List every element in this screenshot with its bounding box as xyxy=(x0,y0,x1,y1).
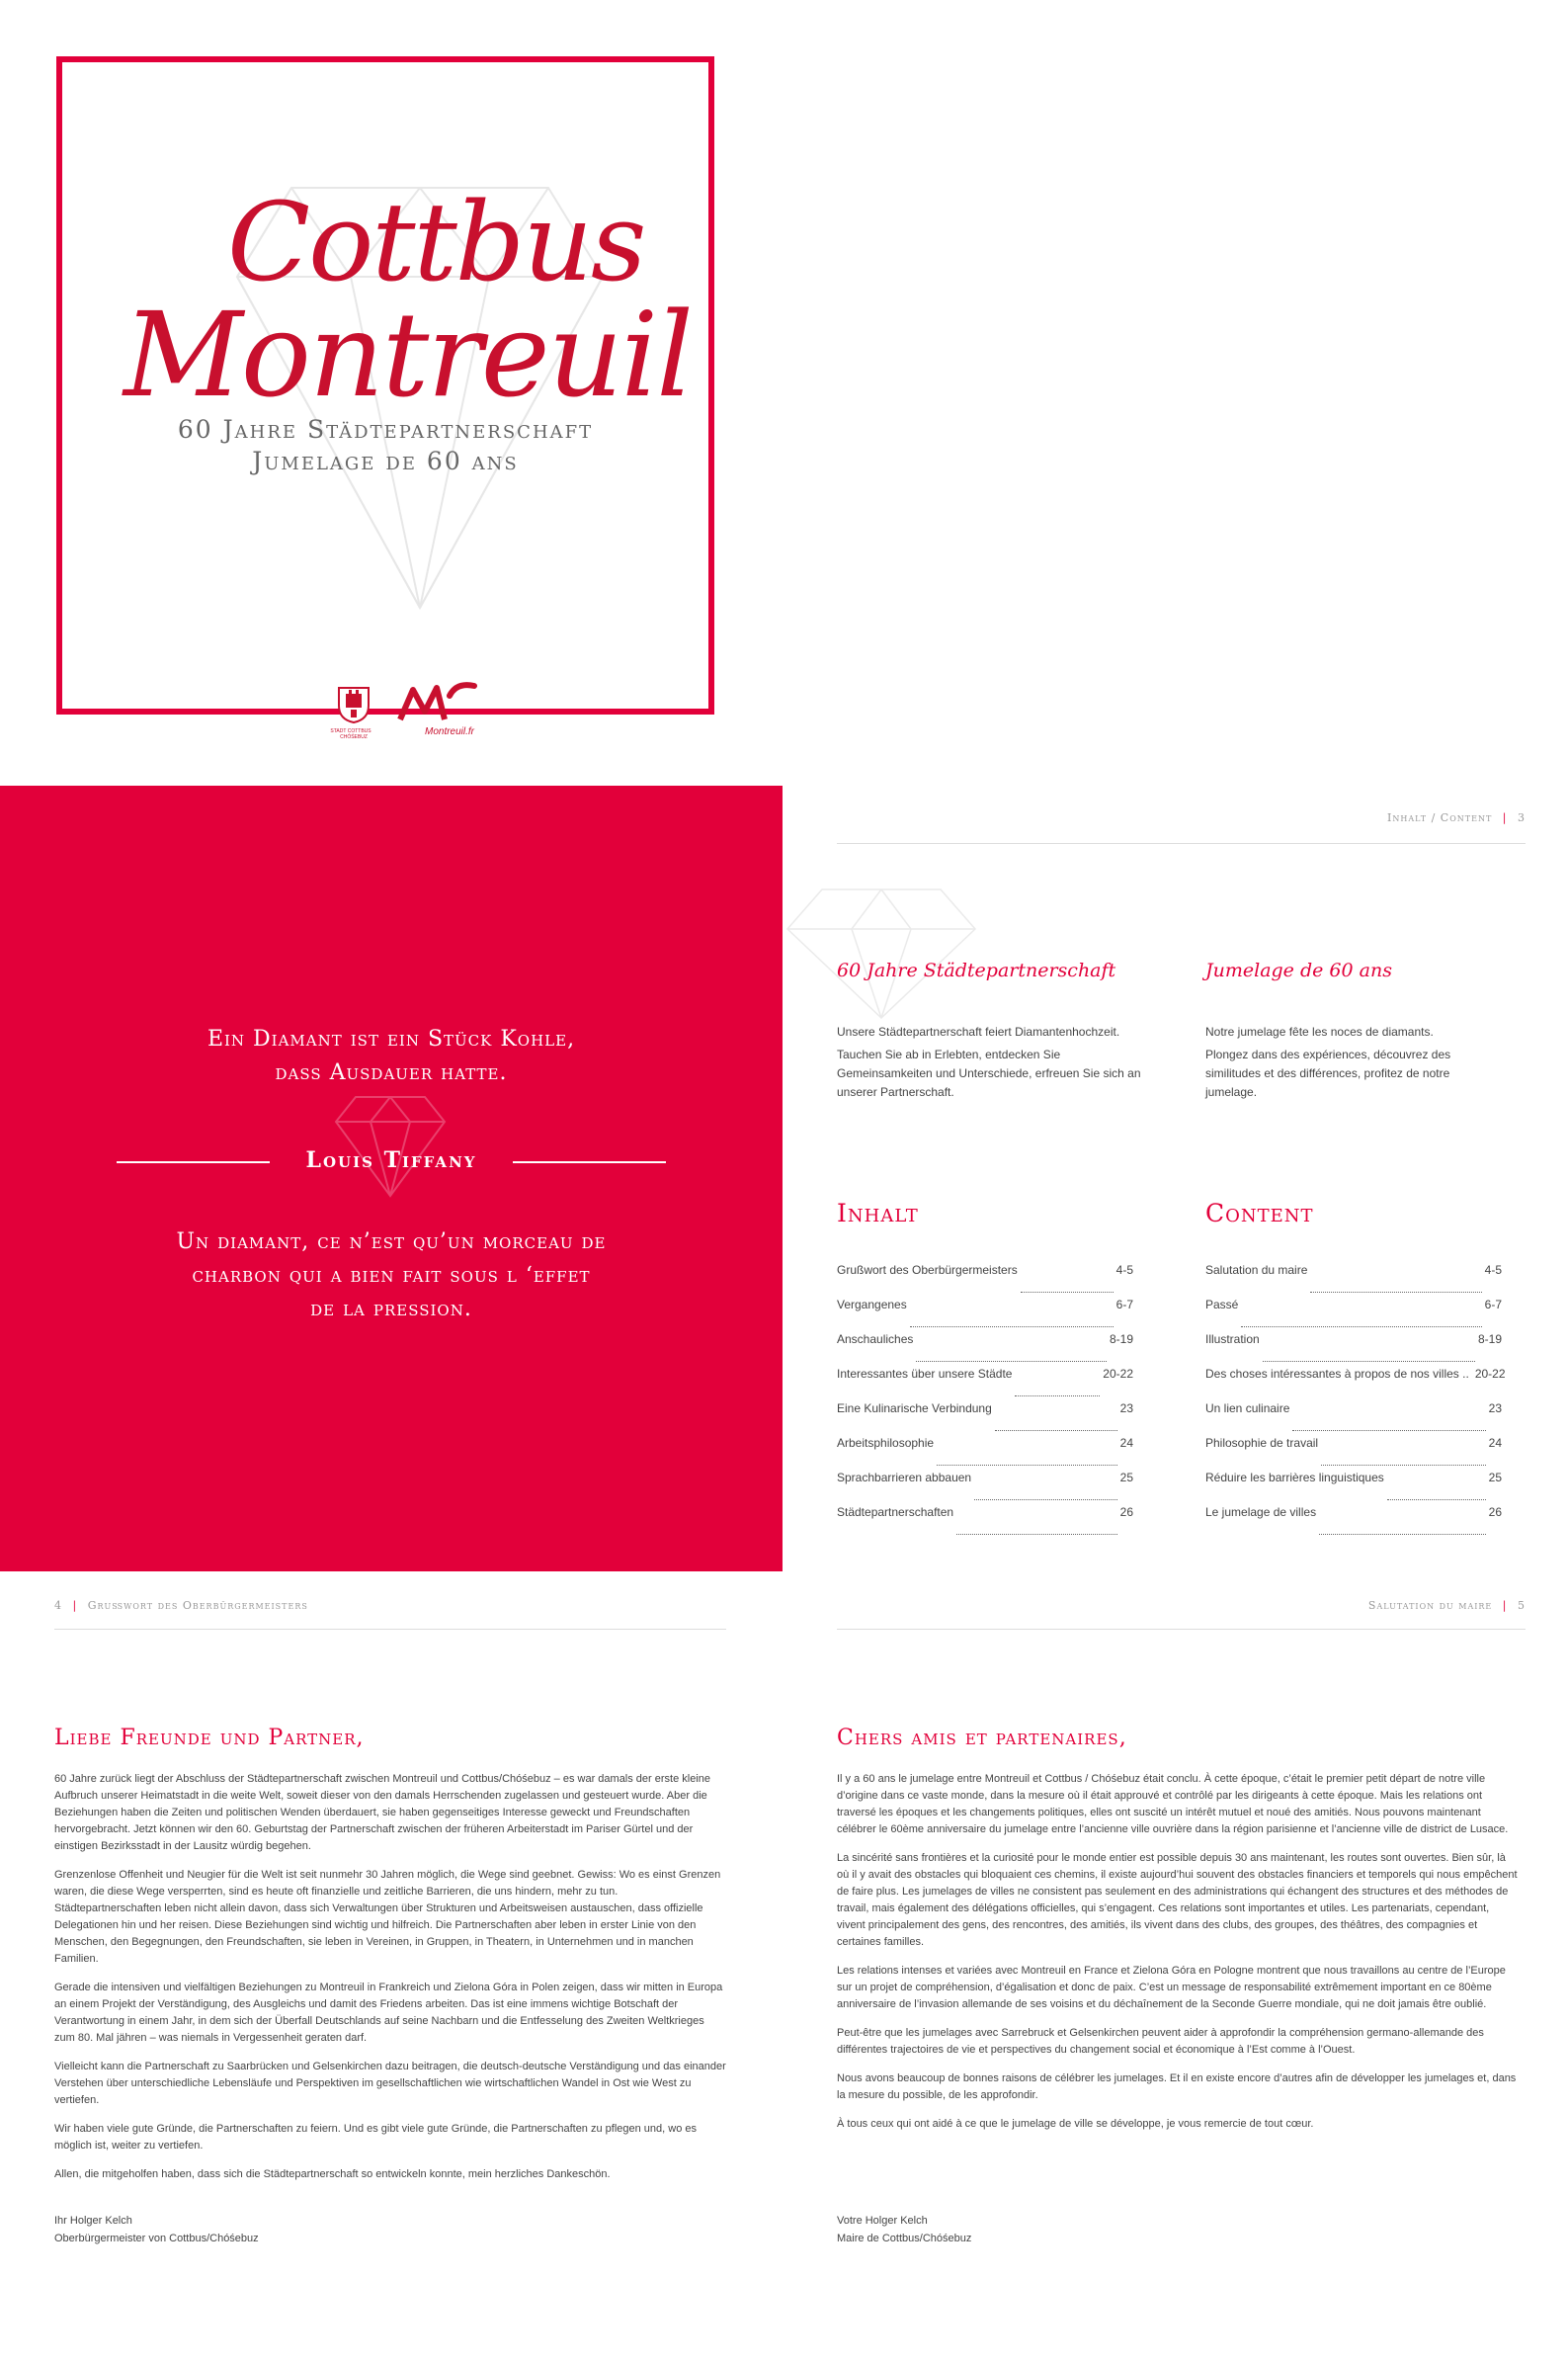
page-number: 3 xyxy=(1518,811,1526,824)
letter-paragraph: Peut-être que les jumelages avec Sarrebruck et Gelsenkirchen peuvent aider à approfondir la compréhension germano-allemande des différentes trajectoires de vie et perspectives du changement social et économique à l’Est comme à l’Ouest. xyxy=(837,2027,1484,2056)
intro-fr-line1: Notre jumelage fête les noces de diamants. xyxy=(1205,1025,1434,1039)
quote-page xyxy=(0,786,783,1571)
quote-author: Louis Tiffany xyxy=(305,1147,477,1173)
letter-paragraph: Les relations intenses et variées avec Montreuil en France et Zielona Góra en Pologne montrent que nous travaillons au centre de l’Europe sur un projet de compréhension, d’égalisation et donc de paix. C’est un message de responsabilité extrêmement important en ce 80ème anniversaire de l’invasion allemande de ses voisins et du déchaînement de la Seconde Guerre mondiale, qui ne doit jamais être oublié. xyxy=(837,1965,1506,2010)
page-number: 4 xyxy=(54,1599,62,1612)
section-heading-de: 60 Jahre Städtepartnerschaft xyxy=(837,960,1116,981)
cover-title-cottbus: Cottbus xyxy=(227,179,645,305)
page-header-title: Grußwort des Oberbürgermeisters xyxy=(87,1599,308,1612)
quote-german xyxy=(0,1023,783,1090)
quote-french-line1: Un diamant, ce n’est qu’un morceau de xyxy=(176,1229,607,1254)
intro-de-line1: Unsere Städtepartnerschaft feiert Diamantenhochzeit. xyxy=(837,1025,1120,1039)
quote-french xyxy=(0,1225,783,1326)
intro-fr xyxy=(1205,1023,1492,1102)
header-rule xyxy=(837,843,1526,844)
signature-title: Oberbürgermeister von Cottbus/Chóśebuz xyxy=(54,2233,259,2244)
page-header-title: Salutation du maire xyxy=(1367,1599,1493,1612)
toc-item[interactable]: Un lien culinaire 23 xyxy=(1205,1400,1502,1435)
toc-fr-title: Content xyxy=(1205,1199,1314,1227)
toc-item[interactable]: Passé 6-7 xyxy=(1205,1297,1502,1331)
quote-french-line3: de la pression. xyxy=(310,1297,472,1321)
letter-body xyxy=(54,1771,726,2195)
toc-item[interactable]: Réduire les barrières linguistiques 25 xyxy=(1205,1470,1502,1504)
letter-paragraph: La sincérité sans frontières et la curiosité pour le monde entier est possible depuis 30 ans maintenant, les routes sont ouvertes. Bien sûr, là où il y avait des obstacles qui bloquaient ces chemins, il existe aujourd’hui souvent des obstacles financiers et temporels qui nous empêchent de faire plus. Les jumelages de villes ne consistent pas seulement en des administrations qui échangent des structures et des méthodes de travail, mais également des délégations officielles, qui s’engagent. Ces relations sont importantes et utiles. Les partenariats, cependant, vivent principalement des gens, des rencontres, des amitiés, ils vivent dans des clubs, des groupes, des théâtres, des compagnies et certaines familles. xyxy=(837,1852,1518,1948)
toc-item[interactable]: Arbeitsphilosophie 24 xyxy=(837,1435,1133,1470)
diamond-watermark-icon xyxy=(783,885,980,1023)
header-rule xyxy=(54,1629,726,1630)
cottbus-logo-subtext: CHÓŚEBUZ xyxy=(340,734,368,740)
toc-item[interactable]: Illustration 8-19 xyxy=(1205,1331,1502,1366)
quote-german-line1: Ein Diamant ist ein Stück Kohle, xyxy=(206,1027,576,1052)
toc-item[interactable]: Le jumelage de villes 26 xyxy=(1205,1504,1502,1539)
toc-item[interactable]: Vergangenes 6-7 xyxy=(837,1297,1133,1331)
cottbus-logo xyxy=(330,686,373,740)
page-number: 5 xyxy=(1518,1599,1526,1612)
page-header: Inhalt / Content | 3 xyxy=(1387,811,1526,824)
letter-paragraph: 60 Jahre zurück liegt der Abschluss der Städtepartnerschaft zwischen Montreuil und Cottbus/Chóśebuz – es war damals der erste kleine Aufbruch unserer Heimatstadt in die weite Welt, soweit dieser von den damals Herrschenden zugelassen und gesteuert wurde. Aber die Beziehungen haben die Zeiten und politischen Wenden überdauert, sie haben gegenseitiges Interesse geweckt und Freundschaften hervorgebracht. Jetzt können wir den 60. Geburtstag der Partnerschaft zwischen der früheren Arbeiterstadt im Pariser Gürtel und der einstigen Bezirksstadt in der Lausitz würdig begehen. xyxy=(54,1773,711,1852)
toc-de-list xyxy=(837,1262,1133,1539)
letter-paragraph: Vielleicht kann die Partnerschaft zu Saarbrücken und Gelsenkirchen dazu beitragen, die deutsch-deutsche Verständigung und das einander Verstehen über unterschiedliche Lebensläufe und Perspektiven im gesellschaftlichen wie wirtschaftlichen Wandel in Ost wie West zu vertiefen. xyxy=(54,2061,726,2106)
toc-item[interactable]: Des choses intéressantes à propos de nos villes .. 20-22 xyxy=(1205,1367,1506,1381)
quote-author-block xyxy=(117,1143,666,1183)
letter-paragraph: Gerade die intensiven und vielfältigen Beziehungen zu Montreuil in Frankreich und Zielona Góra in Polen zeigen, dass wir mitten in Europa an einem Projekt der Verständigung, des Ausgleichs und damit des Friedens arbeiten. Das ist eine immens wichtige Botschaft der Verantwortung in einem Jahr, in dem sich der Überfall Deutschlands auf seine Nachbarn und die Entfesselung des Zweiten Weltkrieges zum 80. Mal jähren – was niemals in Vergessenheit geraten darf. xyxy=(54,1982,723,2044)
letter-heading: Chers amis et partenaires, xyxy=(837,1726,1127,1750)
signature-title: Maire de Cottbus/Chóśebuz xyxy=(837,2233,972,2244)
header-rule xyxy=(837,1629,1526,1630)
page-header: 4 | Grußwort des Oberbürgermeisters xyxy=(54,1599,308,1612)
montreuil-m-icon xyxy=(395,682,484,723)
cover-subtitle-de: 60 Jahre Städtepartnerschaft xyxy=(177,415,594,444)
letter-heading: Liebe Freunde und Partner, xyxy=(54,1726,365,1750)
montreuil-logo xyxy=(395,682,484,737)
page-header: Salutation du maire | 5 xyxy=(1367,1599,1526,1612)
section-heading-fr: Jumelage de 60 ans xyxy=(1205,960,1392,981)
letter-body xyxy=(837,1771,1519,2145)
quote-french-line2: charbon qui a bien fait sous l ‘effet xyxy=(192,1263,591,1288)
cover-page xyxy=(0,0,783,786)
letter-paragraph: Grenzenlose Offenheit und Neugier für die Welt ist seit nunmehr 30 Jahren möglich, die Wege sind geebnet. Gewiss: Wo es einst Grenzen waren, die diese Wege versperrten, sind es heute oft finanzielle und zeitliche Barrieren, die uns hindern, mehr zu tun. Städtepartnerschaften leben nicht allein davon, dass sich Verwaltungen über Strukturen und Arbeitsweisen austauschen, dass offizielle Delegationen hin und her reisen. Diese Beziehungen sind wichtig und hilfreich. Die Partnerschaften aber leben in erster Linie von den Menschen, den Begegnungen, den Freundschaften, sie leben in Vereinen, in Gruppen, in Theatern, in Unternehmen und in manchen Familien. xyxy=(54,1869,721,1965)
toc-item[interactable]: Grußwort des Oberbürgermeisters 4-5 xyxy=(837,1262,1133,1297)
quote-german-line2: dass Ausdauer hatte. xyxy=(275,1060,508,1085)
letter-signature xyxy=(837,2212,971,2247)
content-page xyxy=(783,786,1568,1571)
letter-paragraph: Nous avons beaucoup de bonnes raisons de célébrer les jumelages. Et il en existe encore d’autres afin de développer les jumelages et, dans la mesure du possible, de les approfondir. xyxy=(837,2072,1517,2101)
letter-page-fr xyxy=(783,1571,1568,2364)
letter-paragraph: Il y a 60 ans le jumelage entre Montreuil et Cottbus / Chóśebuz était conclu. À cette époque, c’était le premier petit départ de notre ville d’origine dans ce vaste monde, dans la mesure où il était approuvé et contrôlé par les dirigeants à cette époque. Mais les relations ont traversé les époques et les changements politiques, elles ont suscité un intérêt mutuel et noué des amitiés. Nous pouvons maintenant célébrer le 60ème anniversaire du jumelage entre l’ancienne ville ouvrière dans la région parisienne et l’ancienne ville de district de Lusace. xyxy=(837,1773,1509,1835)
signature-name: Ihr Holger Kelch xyxy=(54,2215,132,2227)
cottbus-logo-text: STADT COTTBUS xyxy=(330,728,371,734)
cover-title-montreuil: Montreuil xyxy=(124,287,692,423)
toc-de-title: Inhalt xyxy=(837,1199,919,1227)
letter-paragraph: Wir haben viele gute Gründe, die Partnerschaften zu feiern. Und es gibt viele gute Gründe, die Partnerschaften zu pflegen und, wo es möglich ist, weiter zu vertiefen. xyxy=(54,2123,697,2152)
cottbus-crest-icon xyxy=(337,686,371,723)
letter-paragraph: À tous ceux qui ont aidé à ce que le jumelage de ville se développe, je vous remercie de tout cœur. xyxy=(837,2118,1314,2130)
page-header-title: Inhalt / Content xyxy=(1387,811,1493,824)
signature-name: Votre Holger Kelch xyxy=(837,2215,928,2227)
toc-item[interactable]: Salutation du maire 4-5 xyxy=(1205,1262,1502,1297)
toc-item[interactable]: Eine Kulinarische Verbindung 23 xyxy=(837,1400,1133,1435)
letter-paragraph: Allen, die mitgeholfen haben, dass sich die Städtepartnerschaft so entwickeln konnte, mein herzliches Dankeschön. xyxy=(54,2168,611,2180)
intro-de-line2: Tauchen Sie ab in Erlebten, entdecken Sie Gemeinsamkeiten und Unterschiede, erfreuen Sie sich an unserer Partnerschaft. xyxy=(837,1048,1141,1099)
cover-subtitle-fr: Jumelage de 60 ans xyxy=(252,447,519,475)
toc-item[interactable]: Interessantes über unsere Städte 20-22 xyxy=(837,1366,1133,1400)
montreuil-logo-text: Montreuil.fr xyxy=(425,726,475,737)
toc-item[interactable]: Sprachbarrieren abbauen 25 xyxy=(837,1470,1133,1504)
intro-de xyxy=(837,1023,1143,1102)
toc-fr-list xyxy=(1205,1262,1506,1539)
toc-item[interactable]: Anschauliches 8-19 xyxy=(837,1331,1133,1366)
toc-item[interactable]: Städtepartnerschaften 26 xyxy=(837,1504,1133,1539)
intro-fr-line2: Plongez dans des expériences, découvrez des similitudes et des différences, profitez de notre jumelage. xyxy=(1205,1048,1451,1099)
letter-signature xyxy=(54,2212,259,2247)
letter-page-de xyxy=(0,1571,783,2364)
toc-item[interactable]: Philosophie de travail 24 xyxy=(1205,1435,1502,1470)
